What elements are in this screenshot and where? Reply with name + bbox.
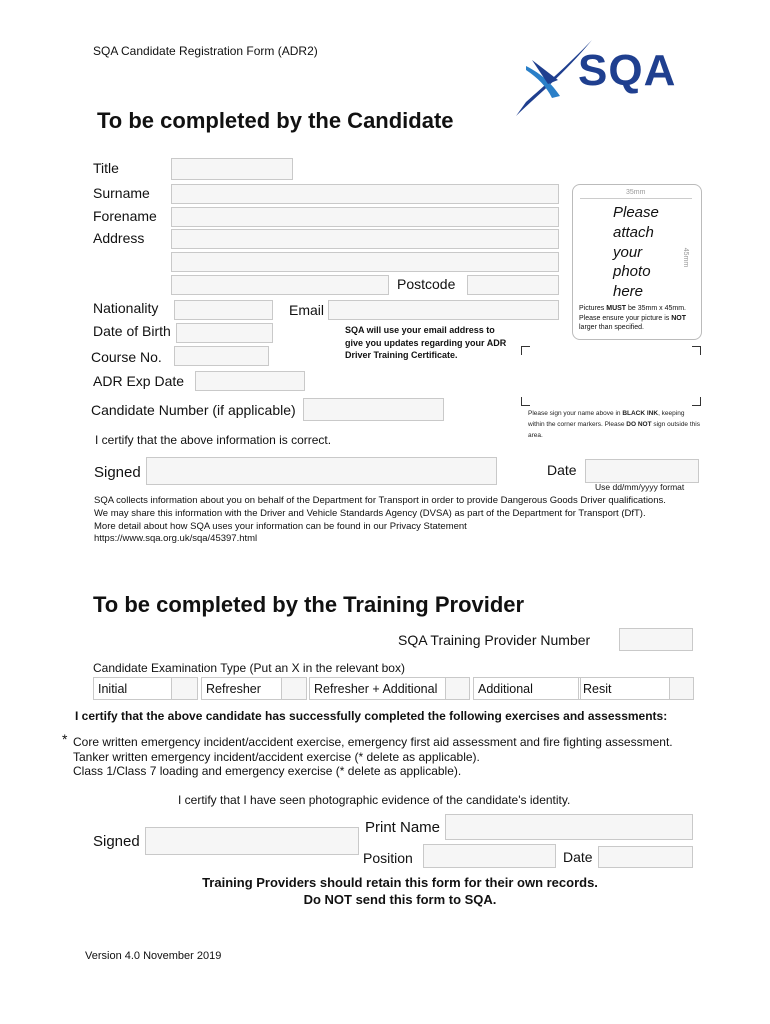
provider-date-label: Date <box>563 849 593 865</box>
sqa-logo <box>512 36 682 120</box>
provider-certify-heading: I certify that the above candidate has successfully completed the following exercises and assessments: <box>75 709 668 723</box>
position-label: Position <box>363 850 413 866</box>
course-number-label: Course No. <box>91 349 162 365</box>
sign-instructions-do-not: DO NOT <box>626 421 652 428</box>
exam-type-refresher-label: Refresher <box>201 677 282 700</box>
surname-field[interactable] <box>171 184 559 204</box>
provider-section-heading: To be completed by the Training Provider <box>93 592 525 617</box>
retain-notice <box>100 874 700 908</box>
course-number-field[interactable] <box>174 346 269 366</box>
date-format-hint: Use dd/mm/yyyy format <box>595 482 685 492</box>
exam-type-initial-checkbox[interactable] <box>171 677 198 700</box>
sign-instructions-prefix: Please sign your name above in <box>528 410 623 417</box>
position-field[interactable] <box>423 844 556 868</box>
form-title: SQA Candidate Registration Form (ADR2) <box>93 44 318 58</box>
exercise-asterisk: * <box>62 731 68 747</box>
photo-rules-end: larger than specified. <box>579 324 644 331</box>
title-label: Title <box>93 160 119 176</box>
dob-label: Date of Birth <box>93 323 171 339</box>
sign-corner-top-right <box>692 346 701 355</box>
provider-number-field[interactable] <box>619 628 693 651</box>
candidate-signature-field[interactable] <box>146 457 497 485</box>
provider-number-label: SQA Training Provider Number <box>398 632 591 648</box>
candidate-certify-text: I certify that the above information is correct. <box>95 433 332 447</box>
title-field[interactable] <box>171 158 293 180</box>
exam-type-resit-checkbox[interactable] <box>669 677 694 700</box>
photo-width-line <box>580 198 692 199</box>
privacy-statement-link[interactable]: https://www.sqa.org.uk/sqa/45397.html <box>94 533 258 545</box>
provider-date-field[interactable] <box>598 846 693 868</box>
exercise-core: Core written emergency incident/accident exercise, emergency first aid assessment and fire fighting assessment. <box>73 735 673 749</box>
nationality-label: Nationality <box>93 300 159 316</box>
exam-type-initial-label: Initial <box>93 677 172 700</box>
address-line-3-field[interactable] <box>171 275 389 295</box>
photo-height-marker: 45mm <box>682 247 690 268</box>
candidate-section-heading: To be completed by the Candidate <box>97 108 454 133</box>
sqa-logo-text: SQA <box>578 46 677 95</box>
exercise-list <box>73 735 673 779</box>
privacy-line-3: More detail about how SQA uses your information can be found in our Privacy Statement <box>94 520 467 532</box>
address-line-2-field[interactable] <box>171 252 559 272</box>
photo-width-marker: 35mm <box>626 189 646 196</box>
email-label: Email <box>289 302 325 318</box>
adr-exp-date-field[interactable] <box>195 371 305 391</box>
candidate-signed-label: Signed <box>94 464 141 481</box>
candidate-date-label: Date <box>547 462 577 478</box>
sign-instructions-black-ink: BLACK INK <box>622 410 659 417</box>
sign-instructions-end: sign outside this area. <box>528 421 700 439</box>
sign-corner-bottom-right <box>692 397 701 406</box>
exam-type-refresher-additional-label: Refresher + Additional <box>309 677 446 700</box>
photo-rules-not: NOT <box>671 314 686 322</box>
exam-type-label: Candidate Examination Type (Put an X in the relevant box) <box>93 661 405 675</box>
postcode-label: Postcode <box>397 276 456 292</box>
exam-type-resit-label: Resit <box>578 677 670 700</box>
exercise-class: Class 1/Class 7 loading and emergency exercise (* delete as applicable). <box>73 764 462 779</box>
provider-signed-label: Signed <box>93 833 140 850</box>
photo-sign-area[interactable] <box>530 354 690 396</box>
print-name-field[interactable] <box>445 814 693 840</box>
sign-instructions <box>528 408 700 441</box>
address-label: Address <box>93 230 145 246</box>
privacy-line-2: We may share this information with the Driver and Vehicle Standards Agency (DVSA) as part of the Department for Transport (DfT). <box>94 507 646 519</box>
address-line-1-field[interactable] <box>171 229 559 249</box>
sign-corner-bottom-left <box>521 397 530 406</box>
adr-exp-date-label: ADR Exp Date <box>93 373 185 389</box>
exam-type-refresher-checkbox[interactable] <box>281 677 307 700</box>
retain-line-1: Training Providers should retain this form for their own records. <box>202 875 598 890</box>
nationality-field[interactable] <box>174 300 273 320</box>
exam-type-additional-label: Additional <box>473 677 581 700</box>
forename-label: Forename <box>93 208 157 224</box>
retain-line-2: Do NOT send this form to SQA. <box>303 892 497 907</box>
sign-corner-top-left <box>521 346 530 355</box>
candidate-date-field[interactable] <box>585 459 699 483</box>
postcode-field[interactable] <box>467 275 559 295</box>
privacy-line-1: SQA collects information about you on behalf of the Department for Transport in order to provide Dangerous Goods Driver qualifications. <box>94 495 666 506</box>
candidate-number-field[interactable] <box>303 398 444 421</box>
photo-size-rules <box>579 304 701 333</box>
dob-field[interactable] <box>176 323 273 343</box>
candidate-number-label: Candidate Number (if applicable) <box>91 402 296 418</box>
provider-signature-field[interactable] <box>145 827 359 855</box>
exam-type-refresher-additional-checkbox[interactable] <box>445 677 470 700</box>
sign-instructions-mid: , keeping within the corner markers. Please <box>528 410 685 428</box>
privacy-notice <box>94 495 704 546</box>
exercise-tanker: Tanker written emergency incident/accident exercise (* delete as applicable). <box>73 749 480 764</box>
photo-rules-prefix: Pictures <box>579 305 607 312</box>
email-field[interactable] <box>328 300 559 320</box>
version-footer: Version 4.0 November 2019 <box>85 950 222 962</box>
photo-attach-text: Please attach your photo here <box>613 204 659 301</box>
photo-evidence-statement: I certify that I have seen photographic evidence of the candidate's identity. <box>178 793 571 807</box>
print-name-label: Print Name <box>365 819 441 836</box>
surname-label: Surname <box>93 185 150 201</box>
photo-rules-must: MUST <box>606 305 627 312</box>
forename-field[interactable] <box>171 207 559 227</box>
email-usage-note: SQA will use your email address to give you updates regarding your ADR Driver Training Certificate. <box>345 325 507 360</box>
photo-rules-mid: be 35mm x 45mm. Please ensure your picture is <box>579 305 686 322</box>
